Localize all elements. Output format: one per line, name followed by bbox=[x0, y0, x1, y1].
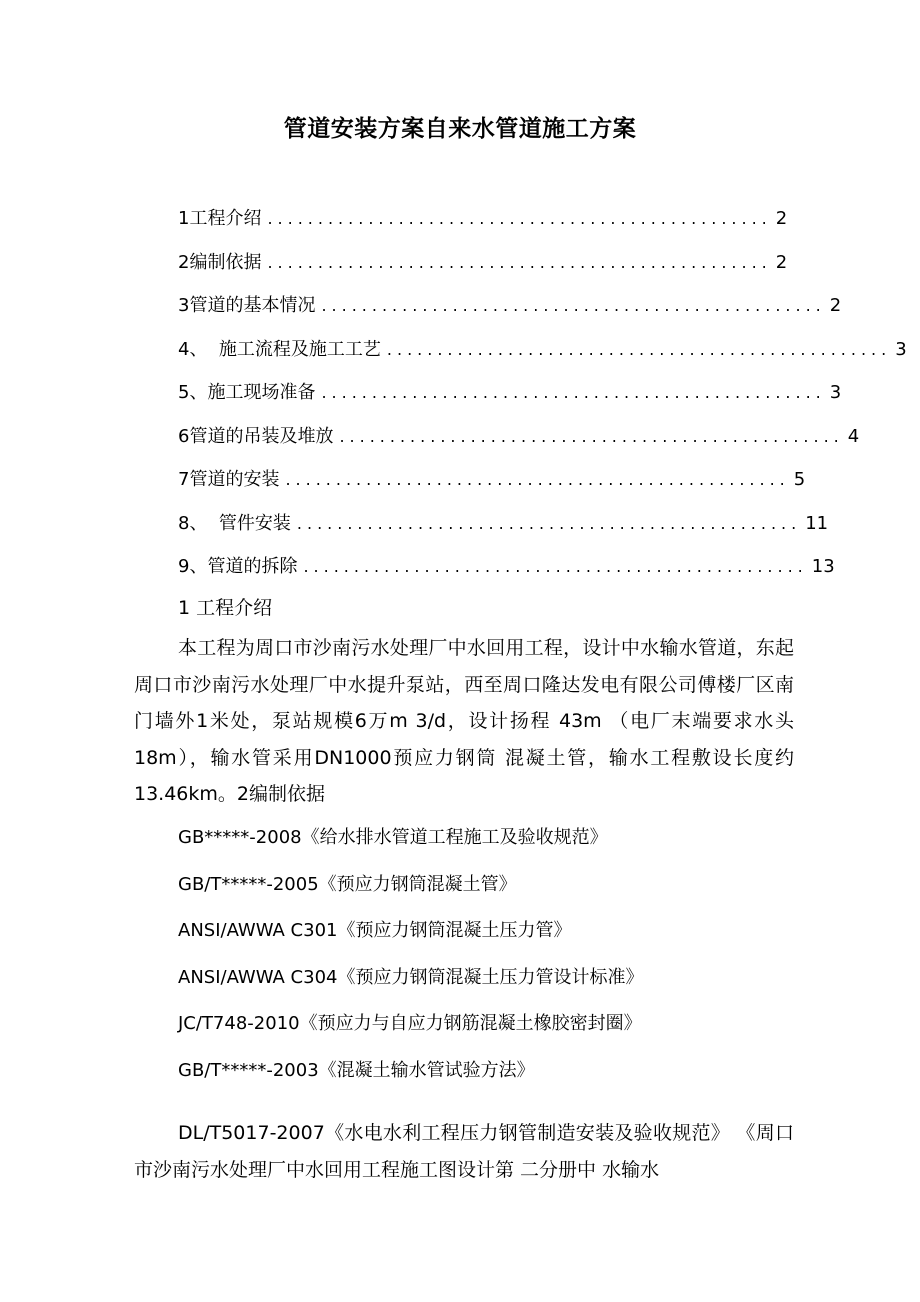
toc-entry-label: 9、管道的拆除 bbox=[178, 556, 298, 577]
toc-dot-leader: .................................................. bbox=[285, 470, 790, 489]
reference-item: GB*****-2008《给水排水管道工程施工及验收规范》 bbox=[178, 827, 608, 848]
reference-item: GB/T*****-2005《预应力钢筒混凝土管》 bbox=[178, 873, 517, 895]
toc-page-number: 2 bbox=[775, 208, 788, 229]
toc-entry[interactable] bbox=[178, 204, 788, 248]
toc-page-number: 11 bbox=[805, 512, 829, 534]
toc-entry[interactable] bbox=[178, 465, 806, 509]
toc-entry[interactable] bbox=[178, 248, 788, 292]
toc-entry-label: 8、 管件安装 bbox=[178, 512, 291, 534]
body-paragraph: DL/T5017-2007《水电水利工程压力钢管制造安装及验收规范》 《周口市沙南污水处理厂中水回用工程施工图设计第 二分册中 水输水 bbox=[134, 1122, 794, 1181]
toc-dot-leader: .................................................. bbox=[296, 513, 802, 533]
toc-page-number: 2 bbox=[775, 251, 788, 273]
toc-entry-label: 1工程介绍 bbox=[178, 208, 262, 229]
toc-entry-label: 4、 施工流程及施工工艺 bbox=[178, 338, 381, 360]
reference-list bbox=[178, 823, 798, 1103]
toc-entry[interactable] bbox=[178, 335, 907, 379]
toc-page-number: 13 bbox=[811, 556, 835, 577]
section-heading: 1 工程介绍 bbox=[178, 597, 273, 619]
toc-page-number: 5 bbox=[793, 469, 806, 490]
toc-entry[interactable] bbox=[178, 422, 860, 466]
reference-item: GB/T*****-2003《混凝土输水管试验方法》 bbox=[178, 1059, 535, 1081]
toc-entry-label: 2编制依据 bbox=[178, 251, 262, 273]
reference-item: ANSI/AWWA C304《预应力钢筒混凝土压力管设计标准》 bbox=[178, 966, 644, 988]
toc-entry[interactable] bbox=[178, 378, 842, 422]
toc-page-number: 2 bbox=[829, 295, 842, 316]
toc-entry-label: 5、施工现场准备 bbox=[178, 382, 316, 403]
toc-page-number: 3 bbox=[829, 382, 842, 403]
toc-entry-label: 7管道的安装 bbox=[178, 469, 280, 490]
toc-dot-leader: .................................................. bbox=[267, 209, 772, 228]
table-of-contents bbox=[178, 204, 907, 596]
toc-page-number: 4 bbox=[847, 425, 860, 447]
reference-item: JC/T748-2010《预应力与自应力钢筋混凝土橡胶密封圈》 bbox=[178, 1013, 642, 1035]
toc-page-number: 3 bbox=[895, 338, 907, 360]
toc-dot-leader: .................................................. bbox=[267, 252, 772, 272]
toc-dot-leader: .................................................. bbox=[339, 426, 844, 446]
toc-dot-leader: .................................................. bbox=[321, 296, 826, 315]
toc-entry-label: 6管道的吊装及堆放 bbox=[178, 425, 334, 447]
body-paragraph: 本工程为周口市沙南污水处理厂中水回用工程，设计中水输水管道，东起周口市沙南污水处理厂中水提升泵站，西至周口隆达发电有限公司傅楼厂区南门墙外1米处，泵站规模6万m 3/d，设计扬程 43m （电厂末端要求水头18m），输水管采用DN1000预应力钢筒 混凝土管，输水工程敷设长度约13.46km。2编制依据 bbox=[134, 637, 794, 805]
toc-entry[interactable] bbox=[178, 291, 842, 335]
toc-entry[interactable] bbox=[178, 509, 829, 553]
document-title: 管道安装方案自来水管道施工方案 bbox=[283, 116, 637, 142]
toc-entry[interactable] bbox=[178, 552, 835, 596]
toc-dot-leader: .................................................. bbox=[386, 339, 892, 359]
toc-entry-label: 3管道的基本情况 bbox=[178, 295, 316, 316]
reference-item: ANSI/AWWA C301《预应力钢筒混凝土压力管》 bbox=[178, 920, 572, 942]
toc-dot-leader: .................................................. bbox=[321, 383, 826, 402]
toc-dot-leader: .................................................. bbox=[303, 557, 808, 576]
